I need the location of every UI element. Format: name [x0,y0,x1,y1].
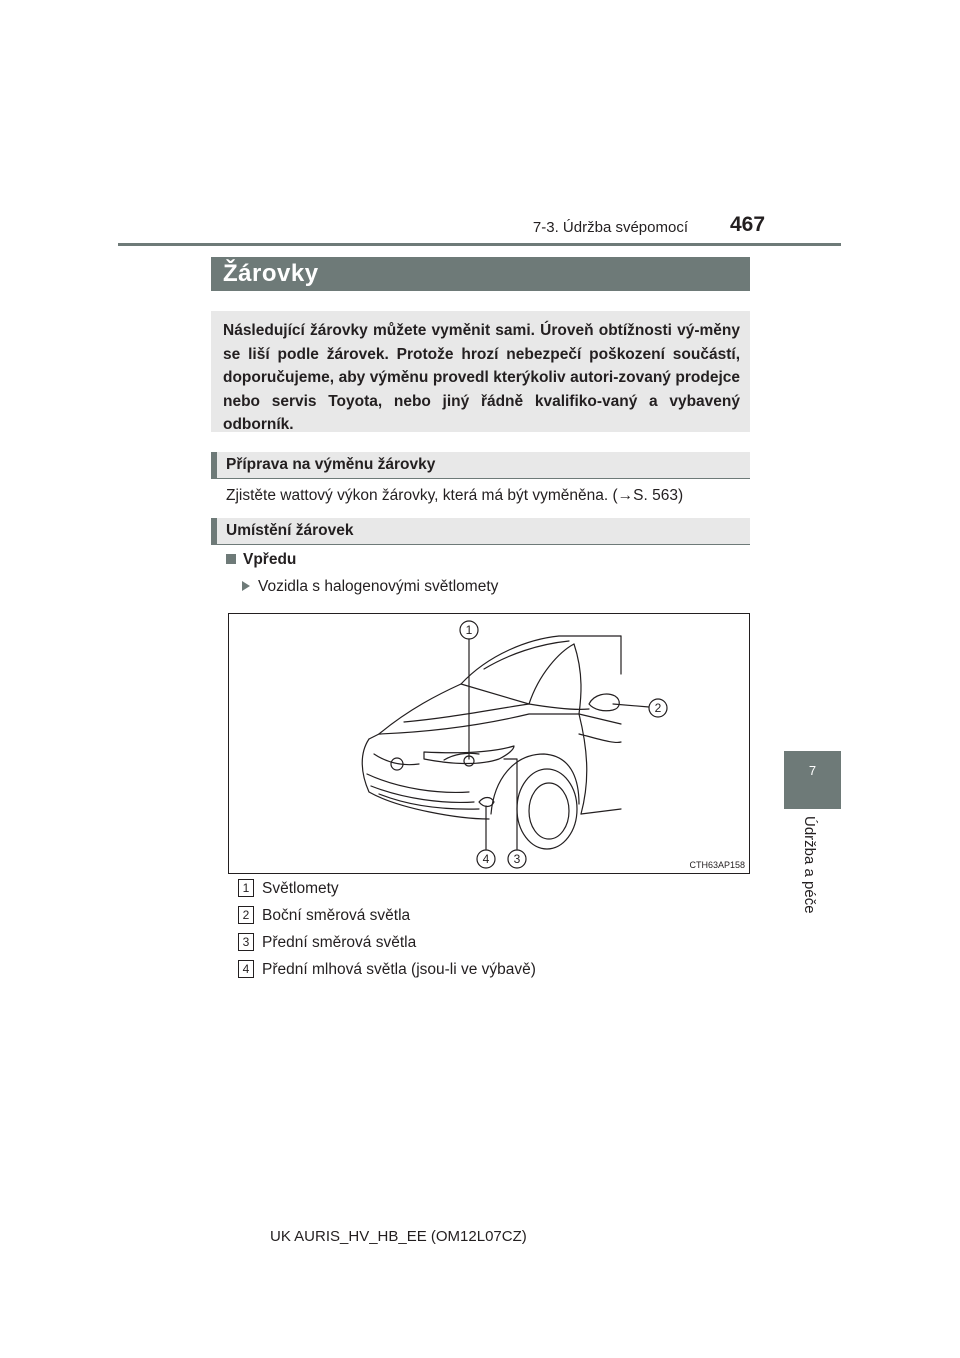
legend-number: 1 [238,879,254,897]
page-number: 467 [730,213,766,236]
section-heading-preparation: Příprava na výměnu žárovky [211,452,750,479]
callout-2: 2 [654,701,662,715]
legend-label: Přední mlhová světla (jsou-li ve výbavě) [262,961,536,978]
legend-item [238,933,416,953]
bullet-front-label: Vpředu [243,551,297,568]
running-header-section: 7-3. Údržba svépomocí [532,219,688,236]
car-drawing [229,614,749,873]
legend-label: Světlomety [262,880,339,897]
legend-label: Boční směrová světla [262,907,411,924]
square-bullet-icon [226,554,236,564]
legend-label: Přední směrová světla [262,934,417,951]
document-footer: UK AURIS_HV_HB_EE (OM12L07CZ) [270,1228,527,1245]
legend-item [238,960,536,980]
callout-1: 1 [465,623,473,637]
legend-item [238,879,339,899]
legend-item [238,906,410,926]
sub-item-halogen-label: Vozidla s halogenovými světlomety [258,578,499,595]
intro-note: Následující žárovky můžete vyměnit sami. Úroveň obtížnosti vý-měny se liší podle žárovek. Protože hrozí nebezpečí poškození součástí, doporučujeme, aby výměnu provedl kterýkoliv autori-zovaný prodejce nebo servis Toyota, nebo jiný řádně kvalifiko-vaný a vybavený odborník. [211,311,750,432]
triangle-bullet-icon [242,581,250,591]
legend-number: 4 [238,960,254,978]
page-title: Žárovky [211,257,750,291]
legend-number: 3 [238,933,254,951]
section-heading-location: Umístění žárovek [211,518,750,545]
sub-item-halogen [242,578,498,596]
callout-4: 4 [482,852,490,866]
header-rule [118,243,841,246]
legend-number: 2 [238,906,254,924]
chapter-tab: 7 [784,751,841,809]
callout-3: 3 [513,852,521,866]
figure-code: CTH63AP158 [689,860,745,870]
bullet-front [226,551,296,569]
car-front-illustration [228,613,750,874]
chapter-label: Údržba a péče [801,816,818,914]
preparation-text: Zjistěte wattový výkon žárovky, která má být vyměněna. (→S. 563) [226,487,684,504]
